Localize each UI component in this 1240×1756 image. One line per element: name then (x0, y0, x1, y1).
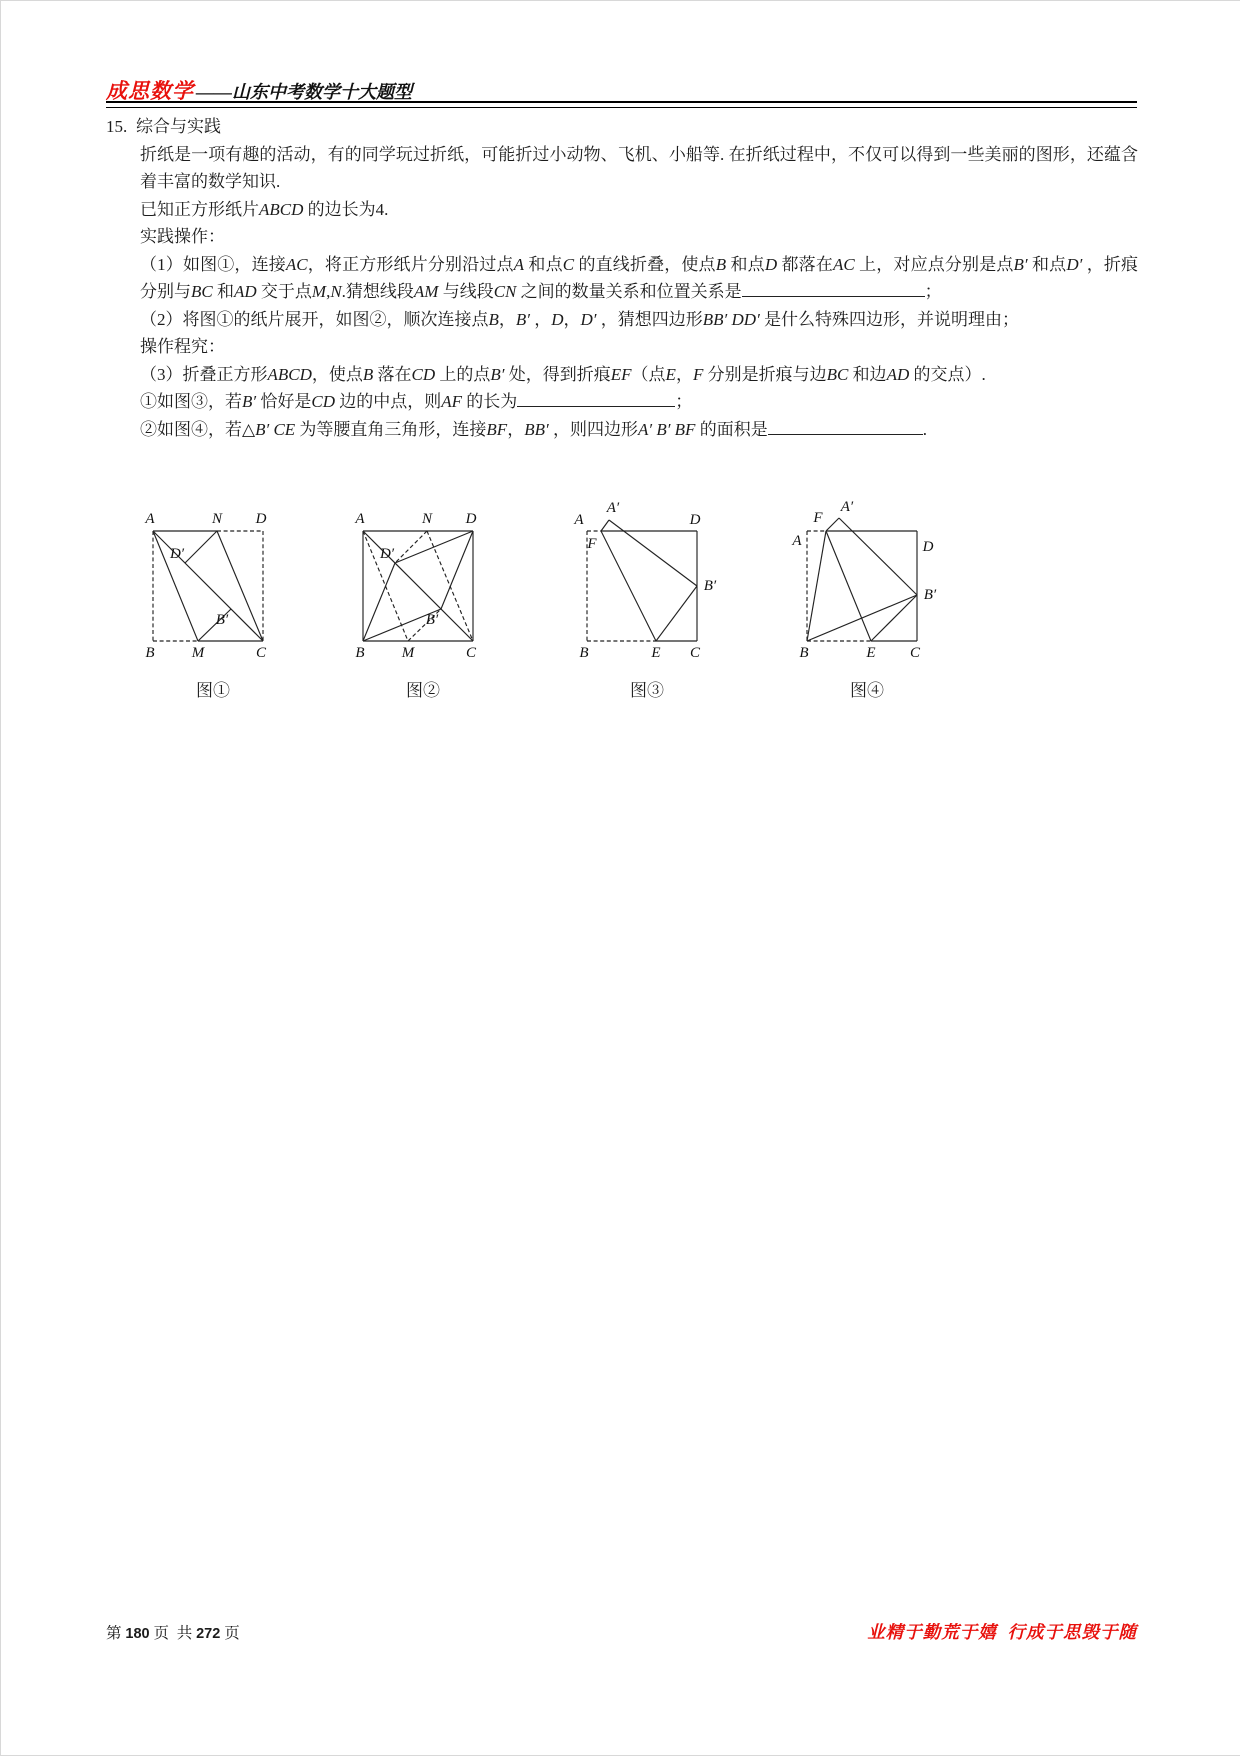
problem-number: 15. (106, 117, 128, 136)
solid-edge (871, 595, 917, 641)
vertex-label: A (792, 533, 802, 549)
figure-4-drawing (782, 496, 952, 671)
vertex-label: D′ (169, 546, 185, 562)
figure-4 (782, 496, 952, 701)
footer-mid: 页 共 (149, 1625, 197, 1642)
text-segment: ①如图③，若B′ 恰好是CD 边的中点，则AF 的长为 (140, 392, 518, 411)
figure-2-drawing (338, 496, 508, 671)
vertex-label: B′ (215, 612, 229, 628)
problem-text-block (106, 113, 1138, 443)
text-segment: ②如图④，若△B′ CE 为等腰直角三角形，连接BF，BB′ ，则四边形A′ B′ BF 的面积是 (140, 419, 768, 439)
vertex-label: B′ (703, 578, 717, 594)
text-segment: 折纸是一项有趣的活动，有的同学玩过折纸，可能折过小动物、飞机、小船等. 在折纸过程中，不仅可以得到一些美丽的图形，还蕴含着丰富的数学知识. (140, 144, 1138, 191)
solid-edge (807, 595, 917, 641)
vertex-label: M (191, 645, 205, 661)
vertex-label: B′ (425, 612, 439, 628)
vertex-label: D (255, 511, 267, 527)
solid-edge (609, 520, 697, 586)
solid-edge (826, 531, 871, 641)
figure-caption: 图② (406, 681, 440, 700)
vertex-label: B (579, 645, 589, 661)
problem-text-line (140, 251, 1138, 306)
problem-text-line (140, 196, 1138, 224)
vertex-label: C (909, 645, 921, 661)
vertex-label: D (689, 512, 701, 528)
footer-prefix: 第 (106, 1625, 126, 1642)
vertex-label: D′ (379, 546, 395, 562)
text-segment: 已知正方形纸片ABCD 的边长为4. (140, 199, 389, 219)
problem-title: 综合与实践 (136, 117, 221, 136)
vertex-label: N (421, 511, 433, 527)
footer-motto: 业精于勤荒于嬉 行成于思毁于随 (867, 1622, 1137, 1642)
solid-edge (185, 531, 217, 563)
vertex-label: A′ (840, 499, 854, 515)
figure-caption: 图① (196, 681, 230, 700)
vertex-label: F (587, 536, 597, 552)
text-segment: ； (924, 282, 942, 301)
vertex-label: B (355, 645, 365, 661)
solid-edge (807, 531, 826, 641)
vertex-label: E (866, 645, 876, 661)
problem-text-line (140, 306, 1138, 334)
answer-blank (768, 419, 923, 435)
answer-blank (742, 281, 925, 297)
vertex-label: A (355, 511, 365, 527)
vertex-label: M (401, 645, 415, 661)
text-segment: （2）将图①的纸片展开，如图②，顺次连接点B，B′ ，D，D′ ，猜想四边形BB′ DD′ 是什么特殊四边形，并说明理由； (140, 309, 1020, 329)
solid-edge (826, 518, 839, 531)
vertex-label: B (799, 645, 809, 661)
figure-3 (562, 496, 732, 701)
vertex-label: D (922, 539, 934, 555)
problem-heading (106, 113, 1138, 141)
text-segment: （3）折叠正方形ABCD，使点B 落在CD 上的点B′ 处，得到折痕EF（点E，F 分别是折痕与边BC 和边AD 的交点）. (140, 364, 986, 384)
problem-text-line (140, 416, 1138, 444)
vertex-label: D (465, 511, 477, 527)
header-double-rule (106, 101, 1137, 108)
problem-text-line (140, 388, 1138, 416)
text-segment: . (922, 419, 927, 439)
footer-total-pages: 272 (196, 1626, 221, 1642)
figure-caption: 图④ (850, 681, 884, 700)
vertex-label: C (689, 645, 701, 661)
solid-edge (601, 520, 609, 531)
problem-text-line (140, 333, 1138, 361)
figure-caption: 图③ (630, 681, 664, 700)
text-segment: ； (675, 392, 693, 411)
vertex-label: B (145, 645, 155, 661)
dashed-edge (395, 531, 427, 563)
problem-text-line (140, 223, 1138, 251)
text-segment: 实践操作： (140, 227, 225, 246)
text-segment: 操作程究： (140, 337, 225, 356)
problem-text-line (140, 141, 1138, 196)
vertex-label: F (813, 510, 823, 526)
figure-3-drawing (562, 496, 732, 671)
vertex-label: A′ (606, 500, 620, 516)
footer-page-indicator (106, 1621, 240, 1643)
text-segment: （1）如图①，连接AC，将正方形纸片分别沿过点A 和点C 的直线折叠，使点B 和点D 都落在AC 上，对应点分别是点B′ 和点D′ ，折痕分别与BC 和AD 交于点M,N.猜想线段AM 与线段CN 之间的数量关系和位置关系是 (140, 254, 1139, 301)
vertex-label: N (211, 511, 223, 527)
vertex-label: A (145, 511, 155, 527)
vertex-label: C (255, 645, 267, 661)
vertex-label: C (465, 645, 477, 661)
figure-1-drawing (128, 496, 298, 671)
solid-edge (601, 531, 656, 641)
vertex-label: B′ (923, 587, 937, 603)
answer-blank (517, 391, 675, 407)
brand-logo-text: 成思数学 (106, 79, 194, 103)
solid-edge (656, 586, 697, 641)
footer-suffix: 页 (220, 1625, 240, 1642)
header-subtitle: ——山东中考数学十大题型 (196, 82, 412, 102)
footer-page-number: 180 (125, 1626, 150, 1642)
figure-1 (128, 496, 298, 701)
vertex-label: A (574, 512, 584, 528)
problem-lines (106, 141, 1138, 444)
solid-edge (839, 518, 917, 595)
problem-text-line (140, 361, 1138, 389)
figure-2 (338, 496, 508, 701)
vertex-label: E (651, 645, 661, 661)
